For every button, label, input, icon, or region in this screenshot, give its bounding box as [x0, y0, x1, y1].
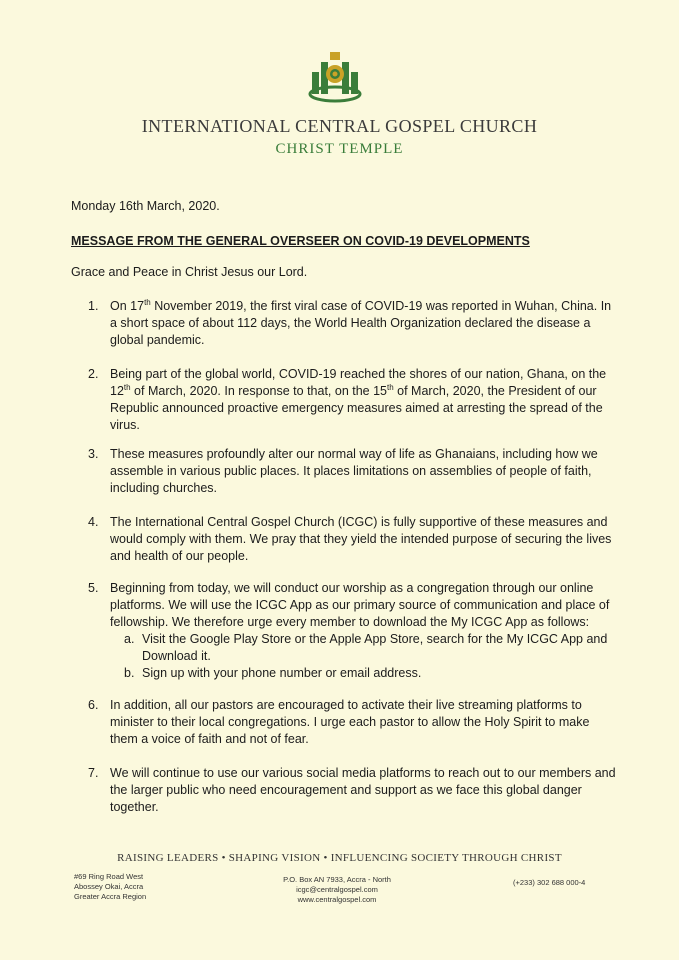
branch-name: CHRIST TEMPLE: [275, 141, 404, 157]
item-text: The International Central Gospel Church (ICGC) is fully supportive of these measures and would comply with them. We pray that they yield the intended purpose of securing the lives and health of our people.: [110, 515, 612, 563]
item-number: 2.: [88, 367, 99, 381]
footer-phone: (+233) 302 688 000-4: [513, 878, 586, 887]
footer-contact: P.O. Box AN 7933, Accra - North icgc@centralgospel.com www.centralgospel.com: [283, 875, 391, 904]
church-logo-icon: [308, 50, 362, 104]
list-item: [88, 298, 620, 349]
list-item: [88, 697, 620, 748]
item-number: 1.: [88, 299, 99, 313]
sub-item: a. Visit the Google Play Store or the Apple App Store, search for the My ICGC App and Download it.: [124, 632, 608, 663]
item-text: Being part of the global world, COVID-19 reached the shores of our nation, Ghana, on the 12th of March, 2020. In response to that, on the 15th of March, 2020, the President of our Republic announced proactive emergency measures aimed at arresting the spread of the virus.: [110, 367, 607, 432]
sub-item: b. Sign up with your phone number or email address.: [124, 666, 422, 680]
item-text: In addition, all our pastors are encouraged to activate their live streaming platforms to minister to their local congregations. I urge each pastor to allow the Holy Spirit to make them a voice of faith and not of fear.: [110, 698, 590, 746]
item-text: These measures profoundly alter our normal way of life as Ghanaians, including how we assemble in various public places. It places limitations on assemblies of people of faith, including churches.: [110, 447, 598, 495]
footer-address: #69 Ring Road West Abossey Okai, Accra Greater Accra Region: [74, 872, 147, 901]
item-number: 4.: [88, 515, 99, 529]
letter-heading: MESSAGE FROM THE GENERAL OVERSEER ON COVID-19 DEVELOPMENTS: [71, 234, 530, 248]
organization-name: INTERNATIONAL CENTRAL GOSPEL CHURCH: [141, 116, 538, 136]
item-text: On 17th November 2019, the first viral case of COVID-19 was reported in Wuhan, China. In a short space of about 112 days, the World Health Organization declared the disease a global pandemic.: [110, 297, 612, 347]
footer-motto: RAISING LEADERS • SHAPING VISION • INFLUENCING SOCIETY THROUGH CHRIST: [117, 852, 562, 864]
letter-date: Monday 16th March, 2020.: [71, 199, 220, 213]
greeting: Grace and Peace in Christ Jesus our Lord.: [71, 265, 308, 279]
item-number: 5.: [88, 581, 99, 595]
list-item: [88, 514, 620, 565]
list-item: [88, 765, 620, 816]
item-number: 3.: [88, 447, 99, 461]
item-text: Beginning from today, we will conduct our worship as a congregation through our online platforms. We will use the ICGC App as our primary source of communication and place of fellowship. We therefore urge every member to download the My ICGC App as follows: a. Visit the Google Play Store or the Apple App Store, search for the My ICGC App and Download it. b. Sign up with your phone number or email address.: [110, 580, 620, 682]
item-number: 6.: [88, 698, 99, 712]
item-number: 7.: [88, 766, 99, 780]
list-item: [88, 366, 620, 434]
item-text: We will continue to use our various social media platforms to reach out to our members and the larger public who need encouragement and support as we face this global danger together.: [110, 766, 616, 814]
list-item: [88, 580, 620, 682]
list-item: [88, 446, 620, 497]
